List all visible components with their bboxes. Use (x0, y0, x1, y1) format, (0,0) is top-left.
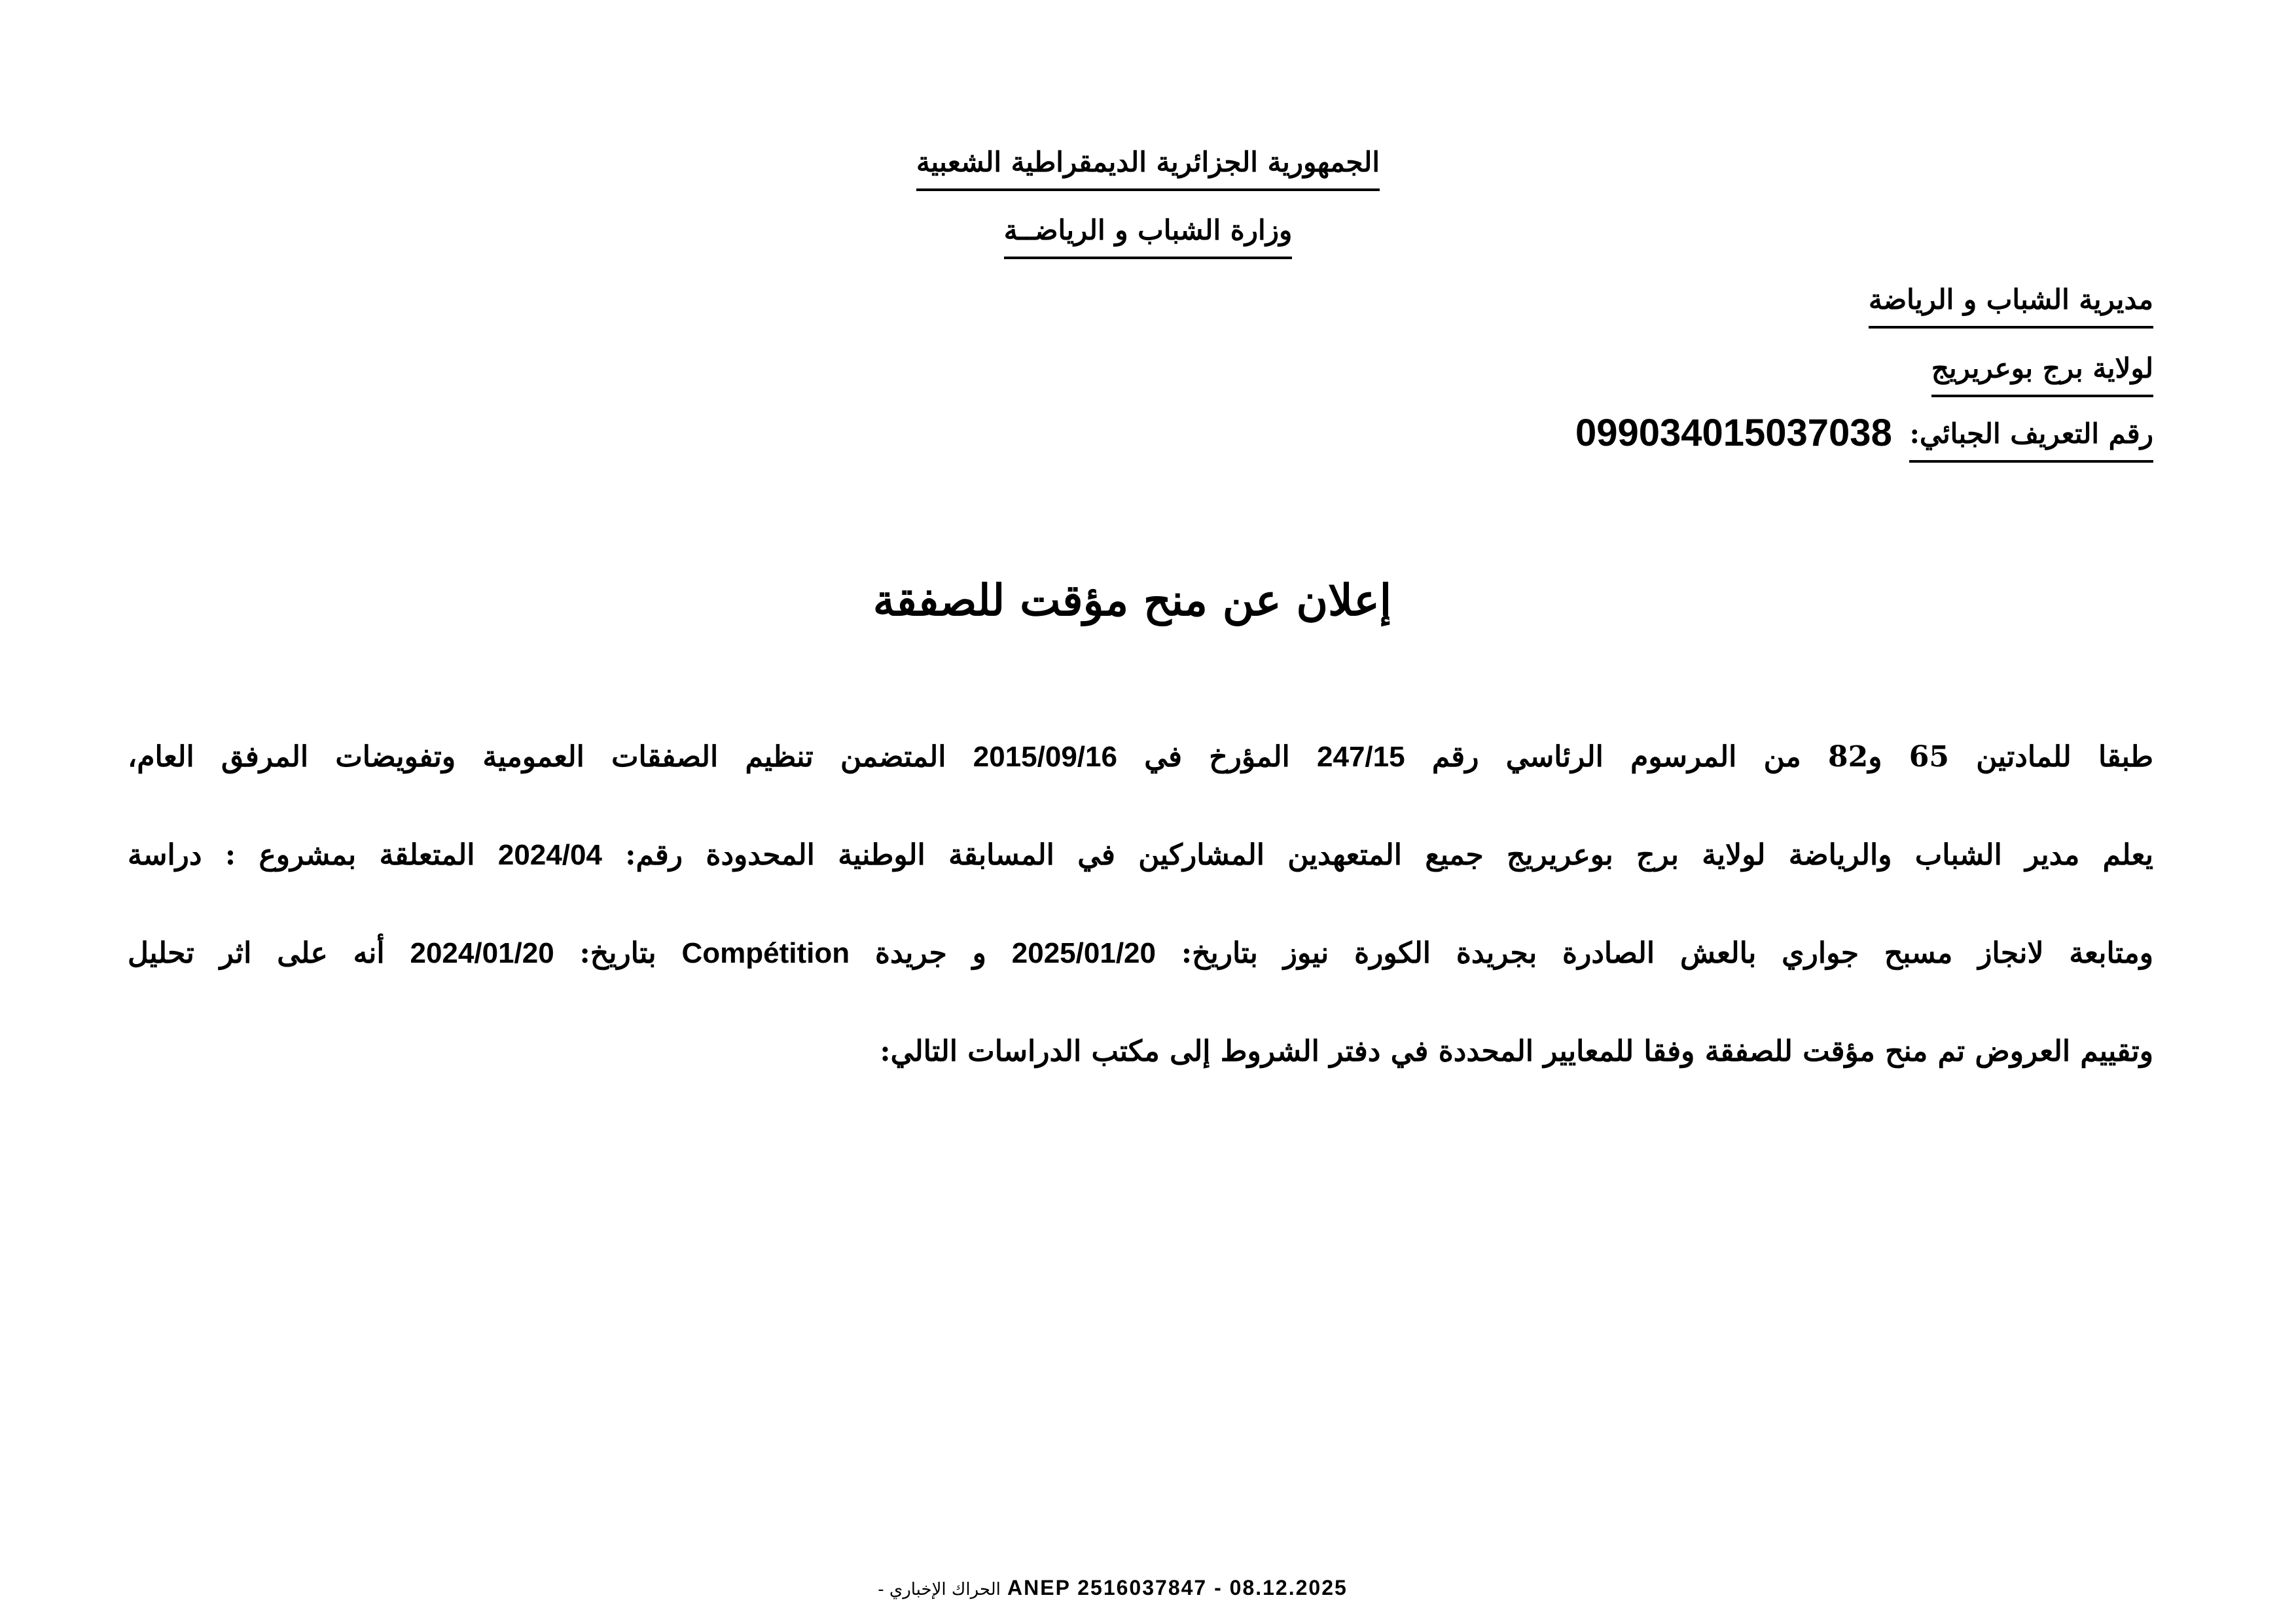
legal-basis-text: طبقا للمادتين 65 و82 من المرسوم الرئاسي رقم (1431, 740, 2153, 774)
footer-reference: ANEP 2516037847 - 08.12.2025 (1007, 1576, 1348, 1599)
country-header (0, 143, 2296, 191)
announcement-title: إعلان عن منح مؤقت للصفقة (872, 575, 1392, 626)
wilaya-name: لولاية برج بوعريريج (1931, 349, 2153, 397)
decree-number: 247/15 (1317, 741, 1405, 773)
publication-date-1: 2025/01/20 (1011, 937, 1156, 969)
ministry-header (0, 211, 2296, 259)
directorate-name: مديرية الشباب و الرياضة (1869, 280, 2153, 329)
analysis-text: أنه على اثر تحليل (128, 936, 385, 970)
footer (0, 1573, 2225, 1604)
body-line-1 (128, 734, 2153, 780)
tax-id-value: 099034015037038 (1575, 412, 1892, 454)
project-description: ومتابعة لانجاز مسبح جواري بالعش الصادرة بجريدة الكورة نيوز بتاريخ: (1181, 936, 2153, 970)
competition-number: 2024/04 (497, 839, 602, 871)
publication-date-2: 2024/01/20 (410, 937, 554, 969)
decree-date: 2015/09/16 (973, 741, 1117, 773)
project-intro: المتعلقة بمشروع : دراسة (128, 838, 475, 872)
decree-subject: المتضمن تنظيم الصفقات العمومية وتفويضات المرفق العام، (128, 740, 946, 774)
ministry-name: وزارة الشباب و الرياضــة (1004, 211, 1293, 259)
tax-id-line (1575, 414, 2153, 463)
country-name: الجمهورية الجزائرية الديمقراطية الشعبية (916, 143, 1380, 191)
notice-text: يعلم مدير الشباب والرياضة لولاية برج بوعريريج جميع المتعهدين المشاركين في المسابقة الوطنية المحدودة رقم: (625, 838, 2153, 872)
body-line-4: وتقييم العروض تم منح مؤقت للصفقة وفقا للمعايير المحددة في دفتر الشروط إلى مكتب الدراسات التالي: (880, 1035, 2153, 1068)
tax-id-label: رقم التعريف الجبائي: (1909, 414, 2153, 463)
wilaya-line (1931, 349, 2153, 397)
body-line-3 (128, 931, 2153, 976)
footer-source: الحراك الإخباري - (878, 1580, 1001, 1599)
body-line-2 (128, 832, 2153, 878)
on-date-text: بتاريخ: (579, 936, 656, 970)
and-newspaper-text: و جريدة (874, 936, 986, 970)
dated-text: المؤرخ في (1144, 740, 1290, 774)
newspaper-name: Compétition (681, 937, 850, 969)
directorate-line (1869, 280, 2153, 329)
